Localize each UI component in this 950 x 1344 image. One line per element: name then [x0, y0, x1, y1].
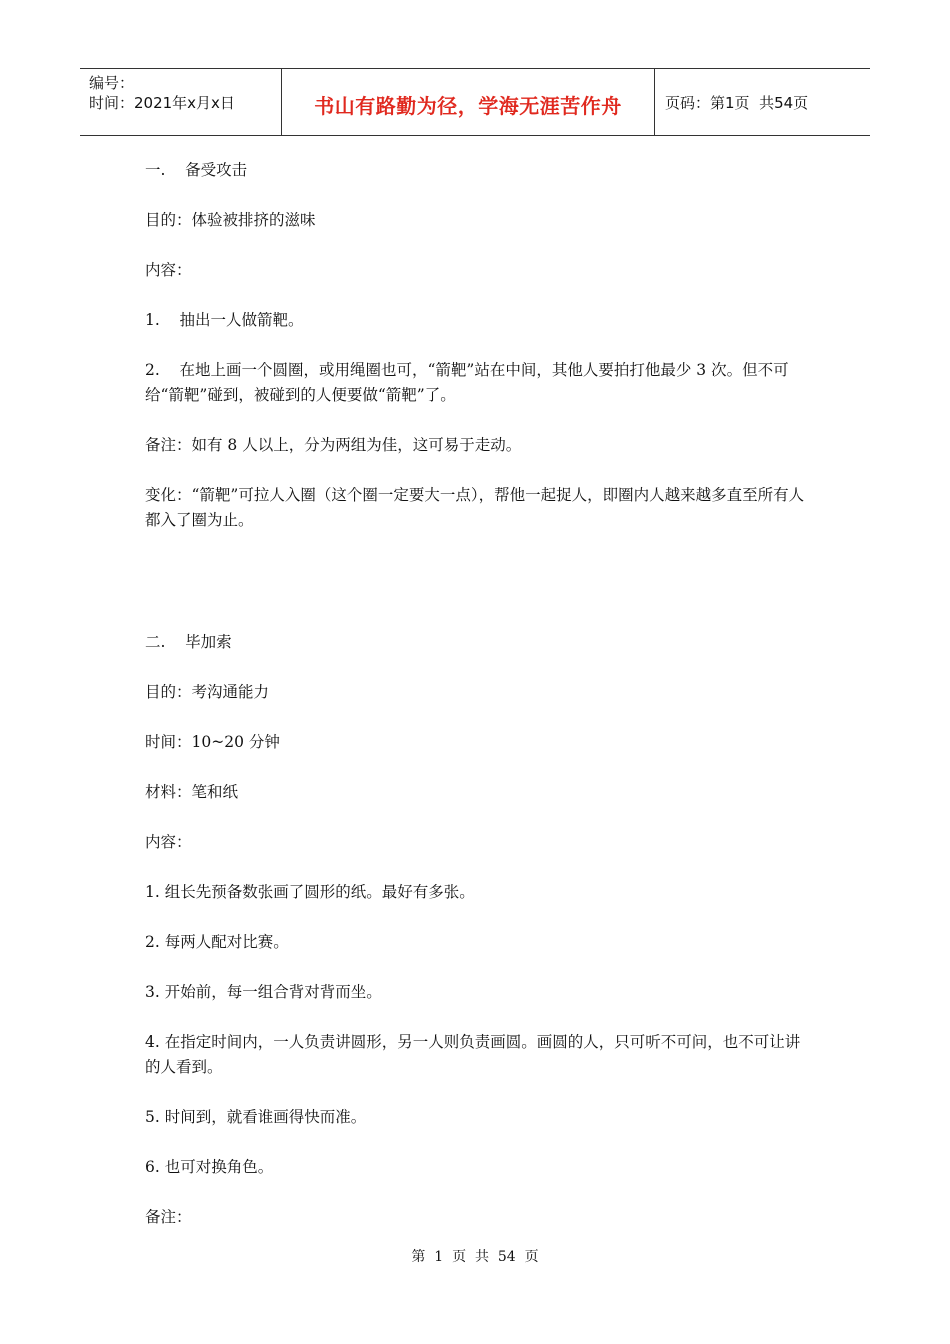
header-page-info: 页码：第1页 共54页 — [665, 93, 809, 112]
header-motto: 书山有路勤为径，学海无涯苦作舟 — [282, 69, 655, 135]
paragraph: 时间：10~20 分钟 — [145, 733, 280, 751]
document-body — [145, 158, 810, 1255]
paragraph: 2. 在地上画一个圆圈，或用绳圈也可，“箭靶”站在中间，其他人要拍打他最少 3 次。但不可给“箭靶”碰到，被碰到的人便要做“箭靶”了。 — [145, 361, 789, 404]
paragraph: 1. 组长先预备数张画了圆形的纸。最好有多张。 — [145, 883, 475, 901]
paragraph: 目的：体验被排挤的滋味 — [145, 211, 316, 229]
paragraph: 内容： — [145, 833, 192, 851]
paragraph: 4. 在指定时间内，一人负责讲圆形，另一人则负责画圆。画圆的人，只可听不可问，也不可让讲的人看到。 — [145, 1033, 801, 1076]
paragraph: 目的：考沟通能力 — [145, 683, 270, 701]
paragraph: 一. 备受攻击 — [145, 161, 248, 179]
header-meta-cell — [80, 69, 282, 135]
paragraph: 内容： — [145, 261, 192, 279]
paragraph: 1. 抽出一人做箭靶。 — [145, 311, 304, 329]
header-table — [80, 68, 870, 136]
paragraph: 6. 也可对换角色。 — [145, 1158, 274, 1176]
document-number-label: 编号： — [89, 74, 135, 92]
paragraph: 2. 每两人配对比赛。 — [145, 933, 289, 951]
header-page-info-cell — [655, 69, 870, 135]
page-footer: 第 1 页 共 54 页 — [411, 1249, 539, 1265]
paragraph: 变化：“箭靶”可拉人入圈（这个圈一定要大一点），帮他一起捉人，即圈内人越来越多直至所有人都入了圈为止。 — [145, 486, 805, 529]
document-date-label: 时间：2021年x月x日 — [89, 94, 235, 112]
paragraph: 备注：如有 8 人以上，分为两组为佳，这可易于走动。 — [145, 436, 522, 454]
paragraph: 二. 毕加索 — [145, 633, 232, 651]
paragraph: 备注： — [145, 1208, 192, 1226]
paragraph: 材料：笔和纸 — [145, 783, 239, 801]
paragraph: 3. 开始前，每一组合背对背而坐。 — [145, 983, 382, 1001]
paragraph: 5. 时间到，就看谁画得快而准。 — [145, 1108, 367, 1126]
